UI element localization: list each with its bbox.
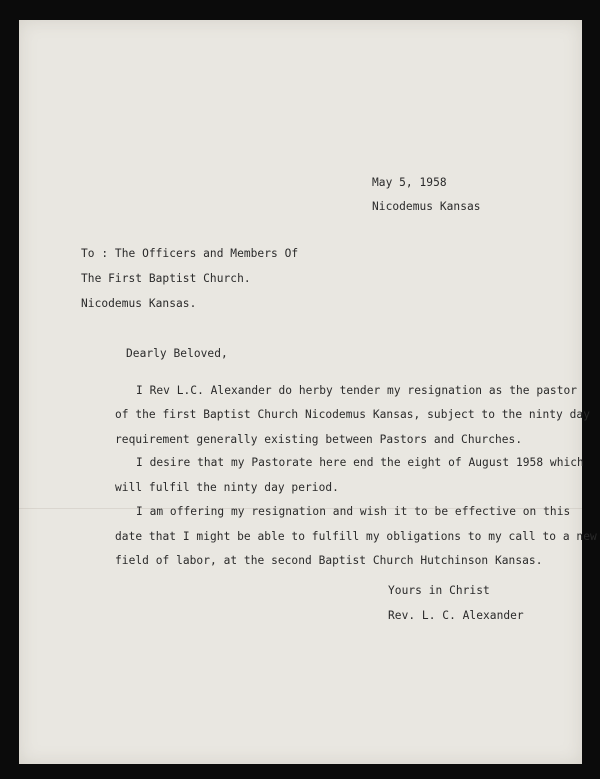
closing: Yours in Christ [388,584,490,597]
recipient-line-3: Nicodemus Kansas. [81,297,197,310]
body-line: I Rev L.C. Alexander do herby tender my resignation as the pastor [136,384,578,397]
body-line: field of labor, at the second Baptist Church Hutchinson Kansas. [115,554,543,567]
body-line: requirement generally existing between Pastors and Churches. [115,433,523,446]
body-line: will fulfil the ninty day period. [115,481,339,494]
letter-page [19,20,597,764]
recipient-line-2: The First Baptist Church. [81,272,251,285]
letter-date: May 5, 1958 [372,176,447,189]
recipient-line-1: To : The Officers and Members Of [81,247,299,260]
salutation: Dearly Beloved, [126,347,228,360]
letter-place: Nicodemus Kansas [372,200,481,213]
body-line: I desire that my Pastorate here end the eight of August 1958 which [136,456,584,469]
body-line: date that I might be able to fulfill my obligations to my call to a new [115,530,597,543]
body-line: I am offering my resignation and wish it to be effective on this [136,505,571,518]
body-line: of the first Baptist Church Nicodemus Kansas, subject to the ninty day [115,408,590,421]
signature-name: Rev. L. C. Alexander [388,609,524,622]
